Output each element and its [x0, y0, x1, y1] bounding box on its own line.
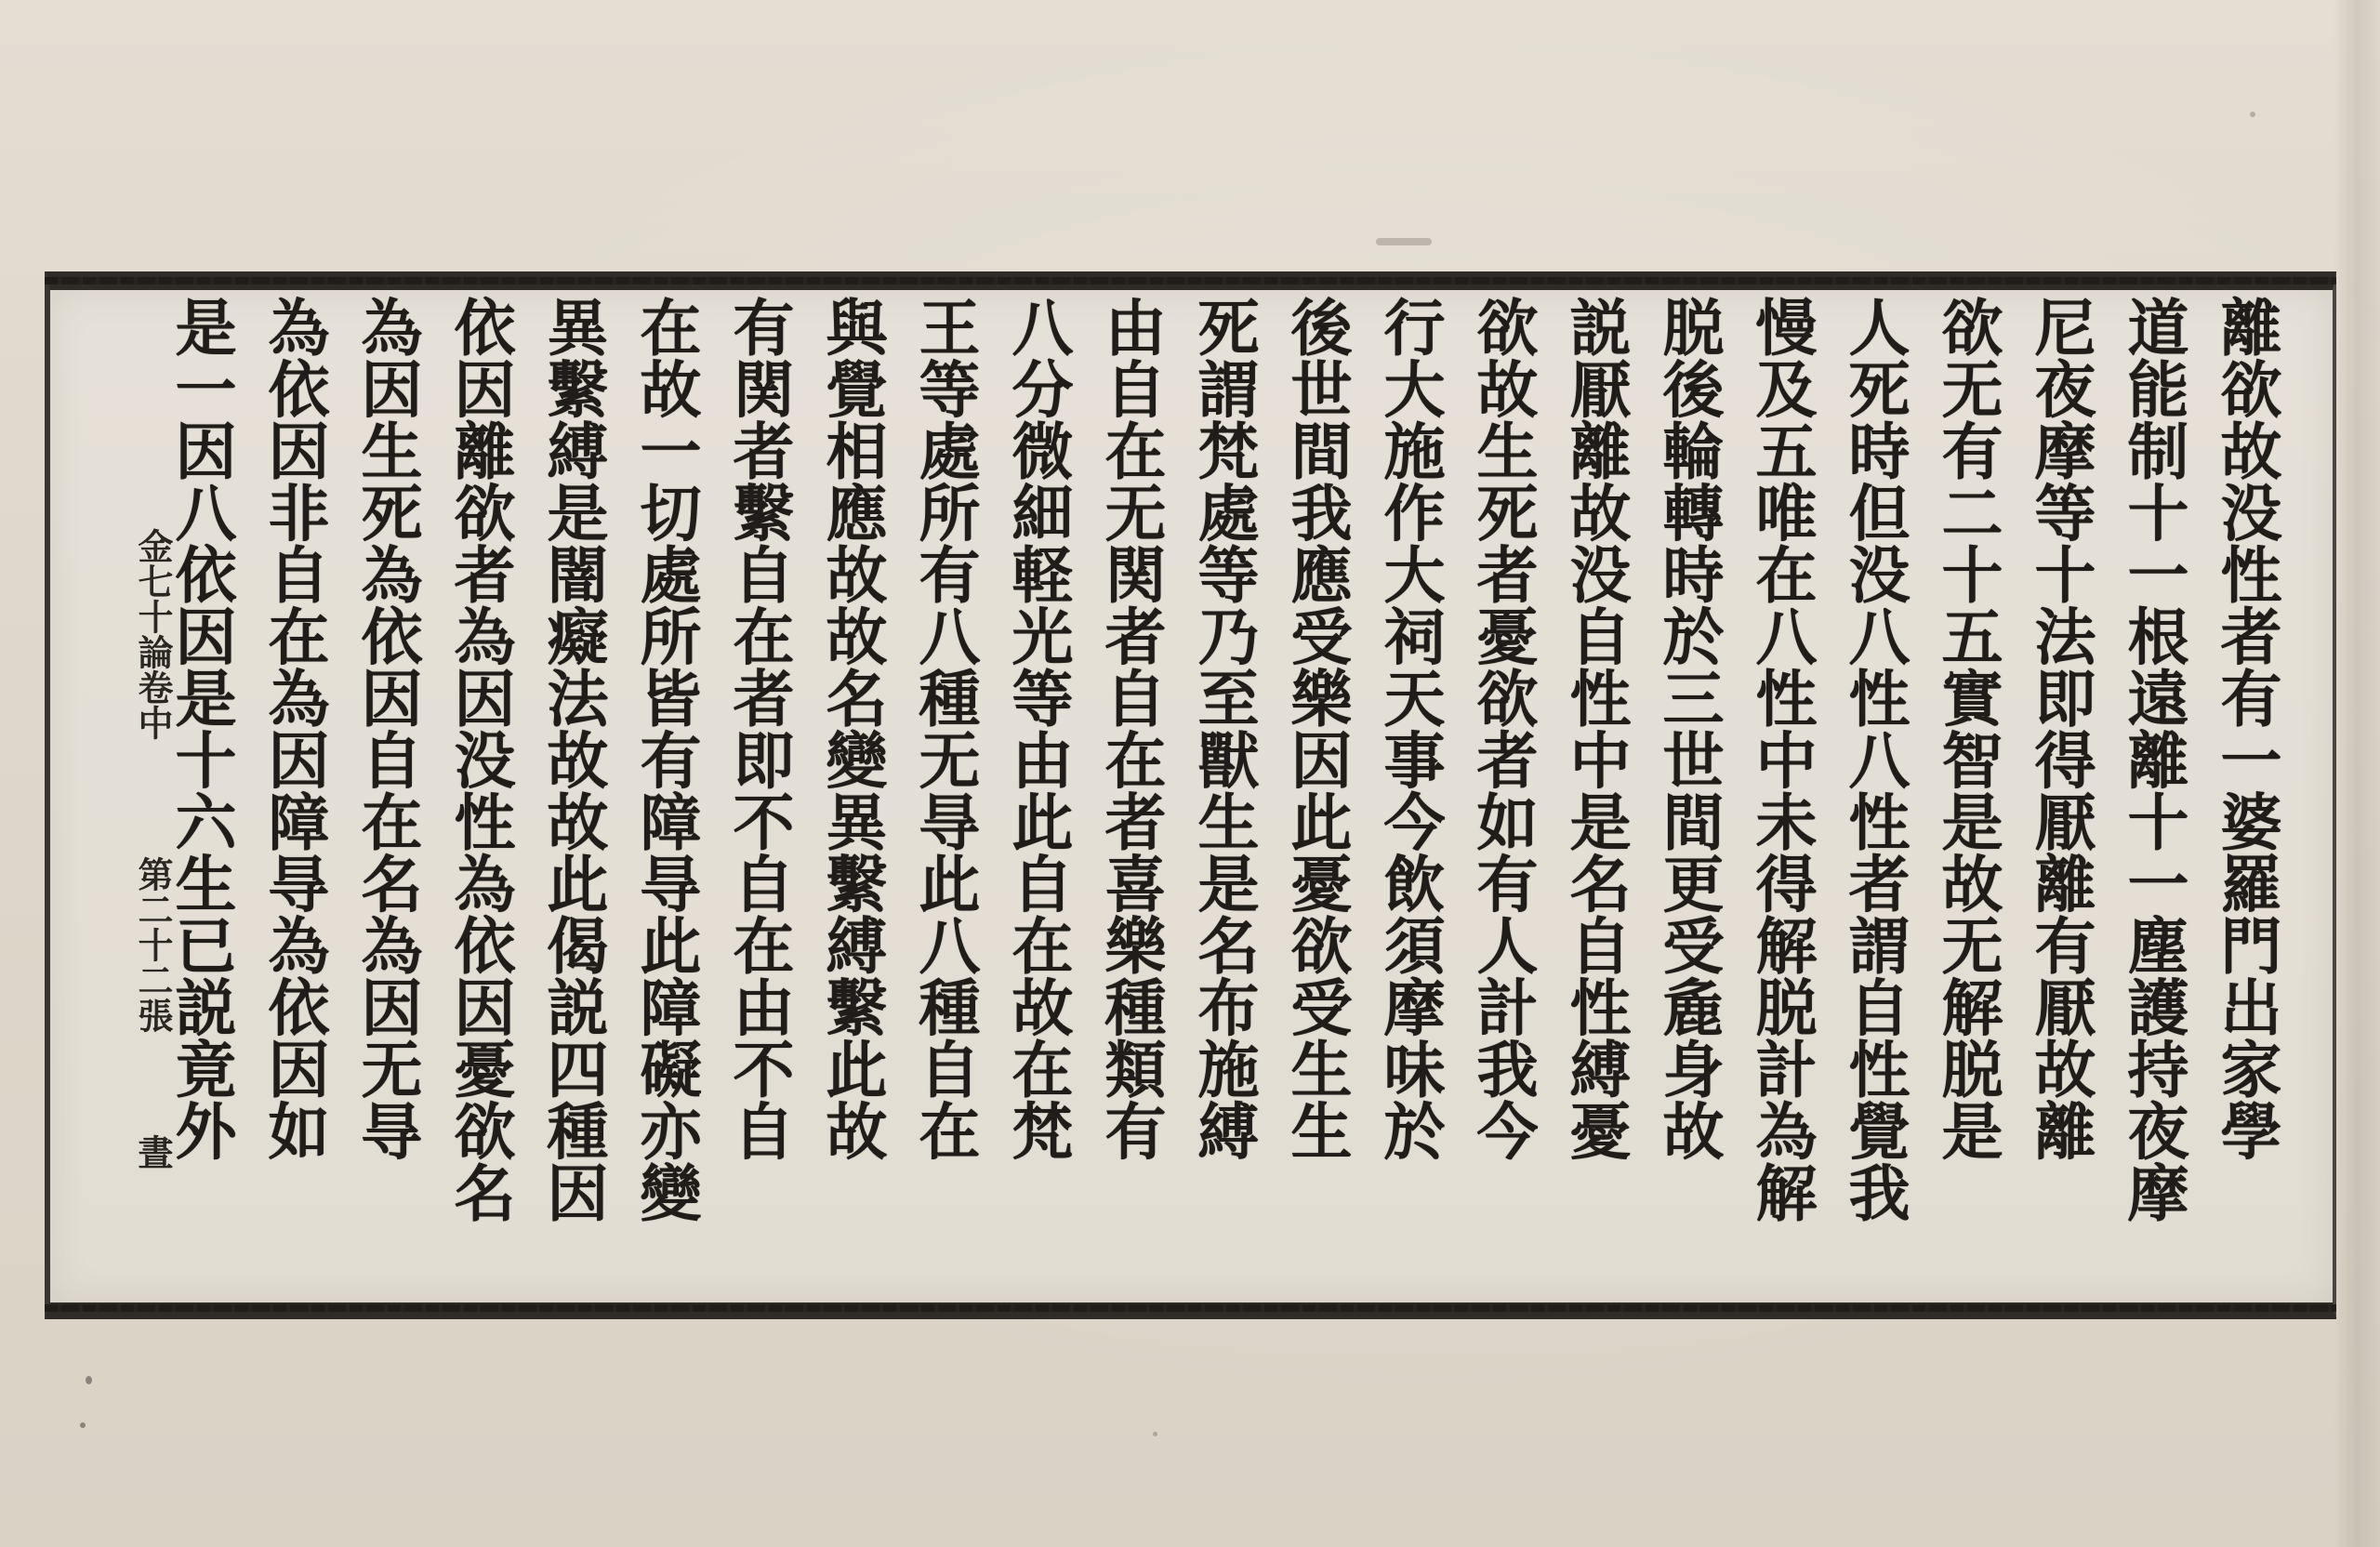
- text-column: 八分微細軽光等由此自在故在梵: [1001, 296, 1074, 1161]
- text-column: 由自在无関者自在者喜樂種類有: [1094, 296, 1167, 1161]
- ink-speck: [2250, 112, 2255, 117]
- text-columns: [165, 296, 2287, 1290]
- text-column: 在故一切處所皆有障㝵此障礙亦變: [629, 296, 702, 1223]
- text-column: 為因生死為依因自在名為因无㝵: [350, 296, 423, 1161]
- text-column: 欲无有二十五實智是故无解脱是: [1931, 296, 2003, 1161]
- ink-speck: [80, 1422, 86, 1428]
- text-column: 依因離欲者為因没性為依因憂欲名: [443, 296, 516, 1223]
- text-column: 是一因八依因是十六生已説竟外: [165, 296, 237, 1161]
- text-column: 行大施作大祠天事今飲須摩味於: [1373, 296, 1446, 1161]
- page-fold-shadow: [2334, 0, 2380, 1547]
- text-column: 道能制十一根遠離十一塵護持夜摩: [2117, 296, 2189, 1223]
- text-column: 異繫縛是闇癡法故故此偈説四種因: [536, 296, 609, 1223]
- text-column: 人死時但没八性八性者謂自性覺我: [1838, 296, 1911, 1223]
- top-rule-texture: [45, 277, 2336, 284]
- colophon-carver-mark: 晝: [132, 1134, 174, 1170]
- text-column: 與覺相應故故名變異繫縛繫此故: [815, 296, 888, 1161]
- text-column: 離欲故没性者有一婆羅門出家學: [2210, 296, 2282, 1161]
- text-column: 死謂梵處等乃至獸生是名布施縛: [1187, 296, 1260, 1161]
- text-column: 王等處所有八種无㝵此八種自在: [908, 296, 981, 1161]
- colophon-title: 金七十論卷中: [132, 528, 174, 740]
- ink-speck: [86, 1376, 92, 1384]
- text-column: 欲故生死者憂欲者如有人計我今: [1466, 296, 1539, 1161]
- ink-speck: [1376, 238, 1432, 245]
- text-column: 慢及五唯在八性中未得解脱計為解: [1745, 296, 1818, 1223]
- text-column: 脱後輪轉時於三世間更受麁身故: [1652, 296, 1725, 1161]
- text-column: 後世間我應受樂因此憂欲受生生: [1280, 296, 1353, 1161]
- colophon: [86, 528, 178, 1179]
- text-column: 有関者繫自在者即不自在由不自: [722, 296, 795, 1161]
- text-column: 尼夜摩等十法即得厭離有厭故離: [2024, 296, 2096, 1161]
- colophon-page-number: 第二十二張: [132, 856, 174, 1033]
- ink-speck: [1153, 1432, 1157, 1436]
- text-column: 為依因非自在為因障㝵為依因如: [258, 296, 330, 1161]
- text-column: 説厭離故没自性中是名自性縛憂: [1559, 296, 1632, 1161]
- bottom-rule-texture: [45, 1304, 2336, 1312]
